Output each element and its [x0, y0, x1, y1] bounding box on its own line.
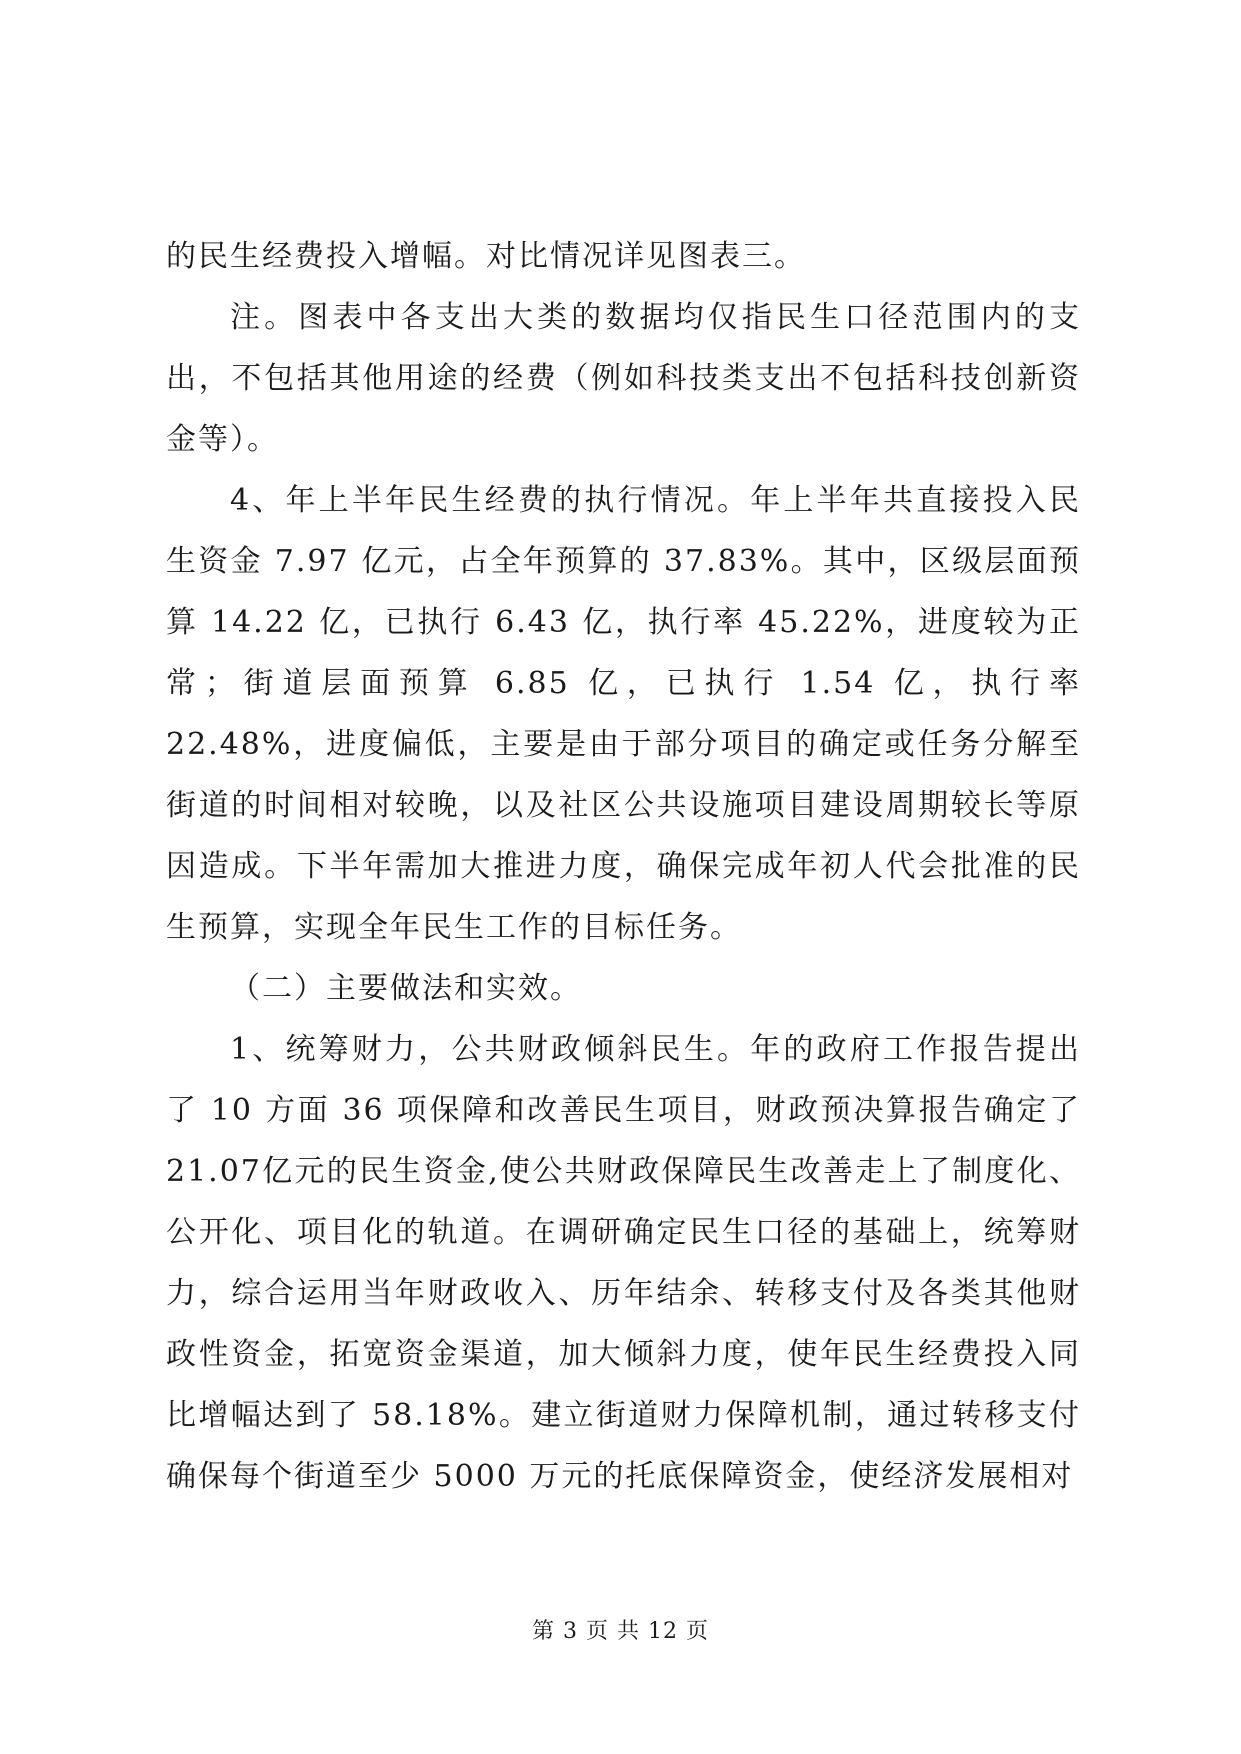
paragraph-coordinate-finance: 1、统筹财力，公共财政倾斜民生。年的政府工作报告提出了 10 方面 36 项保障和改善民生项目，财政预决算报告确定了 21.07亿元的民生资金,使公共财政保障民生改善走上了制度化、公开化、项目化的轨道。在调研确定民生口径的基础上，统筹财力，综合运用当年财政收入、历年结余、转移支付及各类其他财政性资金，拓宽资金渠道，加大倾斜力度，使年民生经费投入同比增幅达到了 58.18%。建立街道财力保障机制，通过转移支付确保每个街道至少 5000 万元的托底保障资金，使经济发展相对 [166, 1032, 1081, 1494]
paragraph-note: 注。图表中各支出大类的数据均仅指民生口径范围内的支出，不包括其他用途的经费（例如科技类支出不包括科技创新资金等）。 [166, 300, 1081, 457]
section-heading: （二）主要做法和实效。 [230, 971, 582, 1006]
paragraph-execution-status: 4、年上半年民生经费的执行情况。年上半年共直接投入民生资金 7.97 亿元，占全年预算的 37.83%。其中，区级层面预算 14.22 亿，已执行 6.43 亿，执行率 45.22%，进度较为正常；街道层面预算 6.85 亿，已执行 1.54 亿，执行率 22.48%，进度偏低，主要是由于部分项目的确定或任务分解至街道的时间相对较晚，以及社区公共设施项目建设周期较长等原因造成。下半年需加大推进力度，确保完成年初人代会批准的民生预算，实现全年民生工作的目标任务。 [166, 483, 1081, 945]
page-number-footer: 第 3 页 共 12 页 [532, 1619, 709, 1644]
document-body [166, 226, 1081, 1507]
paragraph-continuation: 的民生经费投入增幅。对比情况详见图表三。 [166, 239, 806, 274]
